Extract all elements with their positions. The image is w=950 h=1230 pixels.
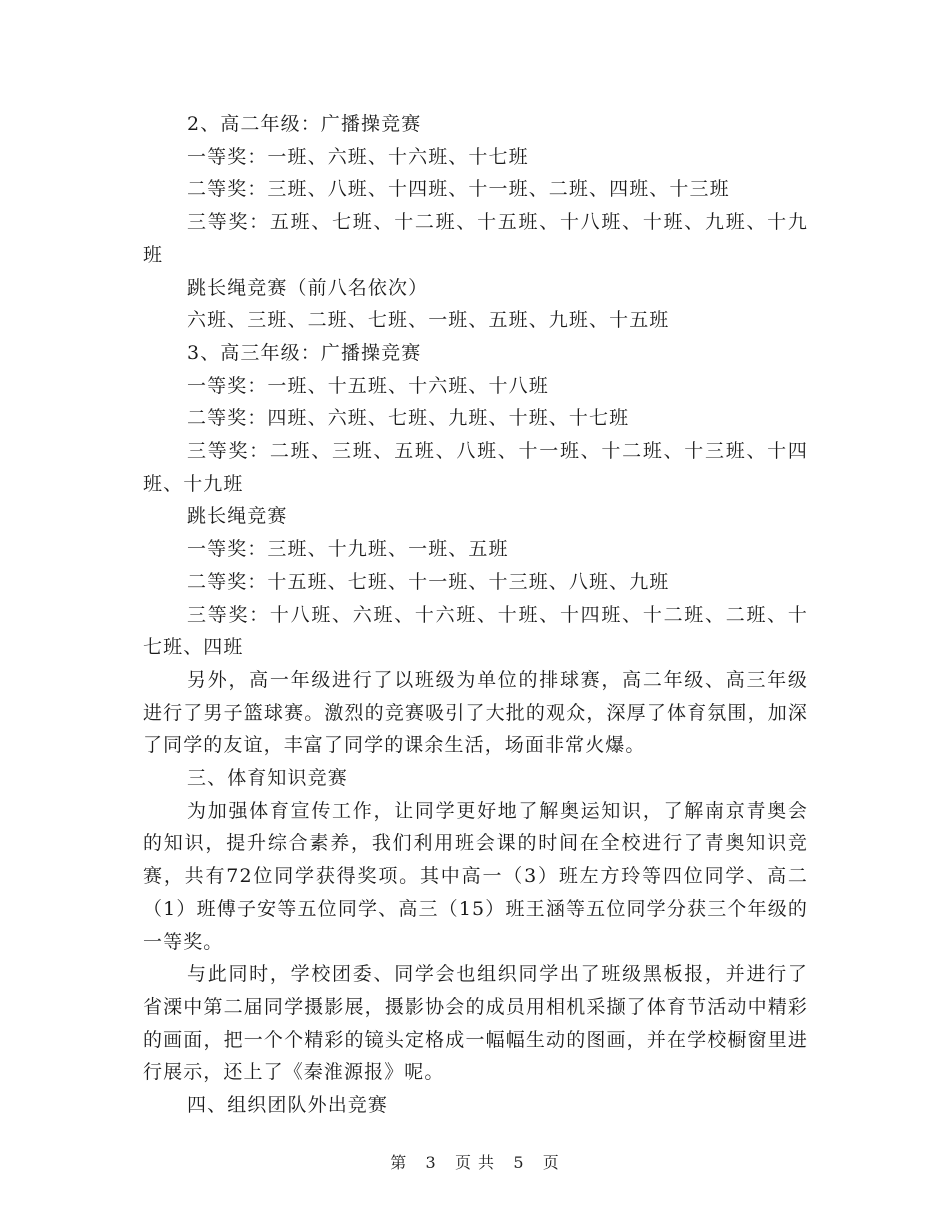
footer-page-number: 3 bbox=[425, 1153, 437, 1172]
paragraph: 跳长绳竞赛（前八名依次） bbox=[187, 276, 429, 299]
footer-prefix: 第 bbox=[390, 1153, 408, 1172]
paragraph: 六班、三班、二班、七班、一班、五班、九班、十五班 bbox=[187, 309, 670, 332]
paragraph: 二等奖：三班、八班、十四班、十一班、二班、四班、十三班 bbox=[187, 178, 730, 201]
paragraph: 跳长绳竞赛 bbox=[187, 505, 288, 528]
paragraph: 3、高三年级：广播操竞赛 bbox=[187, 341, 422, 364]
paragraph: 为加强体育宣传工作，让同学更好地了解奥运知识，了解南京青奥会的知识，提升综合素养，我们利用班会课的时间在全校进行了青奥知识竞赛，共有72位同学获得奖项。其中高一（3）班左方玲等四位同学、高二（1）班傅子安等五位同学、高三（15）班王涵等五位同学分获三个年级的一等奖。 bbox=[143, 799, 808, 953]
paragraph: 与此同时，学校团委、同学会也组织同学出了班级黑板报，并进行了省溧中第二届同学摄影展，摄影协会的成员用相机采撷了体育节活动中精彩的画面，把一个个精彩的镜头定格成一幅幅生动的图画，并在学校橱窗里进行展示，还上了《秦淮源报》呢。 bbox=[143, 963, 808, 1084]
document-body bbox=[143, 108, 808, 1122]
paragraph: 三、体育知识竞赛 bbox=[187, 767, 348, 790]
paragraph: 二等奖：十五班、七班、十一班、十三班、八班、九班 bbox=[187, 570, 670, 593]
paragraph: 三等奖：五班、七班、十二班、十五班、十八班、十班、九班、十九班 bbox=[143, 211, 808, 266]
page-footer bbox=[0, 1150, 950, 1173]
footer-middle: 页 共 bbox=[454, 1153, 496, 1172]
paragraph: 三等奖：二班、三班、五班、八班、十一班、十二班、十三班、十四班、十九班 bbox=[143, 440, 808, 495]
paragraph: 一等奖：一班、十五班、十六班、十八班 bbox=[187, 374, 549, 397]
paragraph: 另外，高一年级进行了以班级为单位的排球赛，高二年级、高三年级进行了男子篮球赛。激烈的竞赛吸引了大批的观众，深厚了体育氛围，加深了同学的友谊，丰富了同学的课余生活，场面非常火爆。 bbox=[143, 668, 808, 757]
paragraph: 二等奖：四班、六班、七班、九班、十班、十七班 bbox=[187, 407, 630, 430]
paragraph: 四、组织团队外出竞赛 bbox=[187, 1094, 389, 1117]
footer-total-pages: 5 bbox=[513, 1153, 525, 1172]
paragraph: 一等奖：一班、六班、十六班、十七班 bbox=[187, 145, 529, 168]
paragraph: 三等奖：十八班、六班、十六班、十班、十四班、十二班、二班、十七班、四班 bbox=[143, 603, 808, 659]
footer-suffix: 页 bbox=[542, 1153, 560, 1172]
paragraph: 2、高二年级：广播操竞赛 bbox=[187, 113, 422, 135]
paragraph: 一等奖：三班、十九班、一班、五班 bbox=[187, 538, 509, 561]
